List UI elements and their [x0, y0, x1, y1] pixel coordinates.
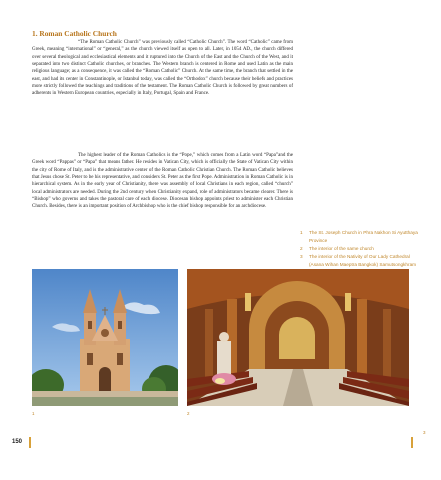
footer-accent-bar — [29, 437, 31, 448]
paragraph-text: The highest leader of the Roman Catholics is the “Pope,” which comes from a Latin word “Papa”and the Greek word “Pappas” or “Papa” that means father. He resides in Vatican City, which is officially the State of Vatican City within the city of Rome of Italy, and is the administrative center of the Roman Catholic Christian Church. The Roman Catholic believes that Jesus chose St. Peter to be his representative, and considers St. Peter as the first Pope. Administration in Roman Catholic is in hierarchical system. As in the early year of Christianity, there was assembly of local Christians in each region, called “church” local administrators are needed. During the 2nd century when Christianity expand, role of administrators became clearer. There is “Bishop” who governs and takes the pastoral care of each diocese. Diocesan bishop appoints priest to administer each Christian Church. Besides, there is an important position of Archbishop who is the chief bishop responsible for an archdiocese. — [32, 153, 293, 210]
section-title: 1. Roman Catholic Church — [32, 29, 117, 38]
church-interior-photo — [187, 269, 409, 406]
church-exterior-photo — [32, 269, 178, 406]
caption-text: The interior of the same church — [309, 246, 374, 252]
caption-text: The St. Joseph Church in Phra Nakhon Si Ayutthaya Province — [309, 230, 418, 244]
photo-number: 2 — [187, 411, 190, 416]
page-number: 150 — [12, 439, 23, 445]
caption-number: 3 — [300, 254, 303, 260]
photo-number: 1 — [32, 411, 35, 416]
paragraph-text: “The Roman Catholic Church” was previously called “Catholic Church”. The word “Catholic” came from Greek, meaning “international” or “general,” as the church viewed itself as open to all. Later, in 1054 AD., the church differed over several theological and ecclesiastical elements and it ruptured into the Church of the East and the Church of the West, and it separated into two distinct Catholic churches, or branches. The Western branch is centered in Rome and used Latin as the main religious language; as a consequence, it was called the “Roman Catholic” Church. At the same time, the branch that settled in the east, and had its center in Constantinople, or Istanbul today, was called the “Orthodox” church because their beliefs and practices more strictly followed the teachings and traditions of the testament. The Roman Catholic Church is followed by great numbers of adherents in Western European countries, especially in Italy, Portugal, Spain and France. — [32, 40, 293, 97]
caption-item — [300, 229, 418, 245]
caption-item — [300, 245, 418, 253]
body-paragraph-2 — [32, 152, 293, 211]
edge-mark: 3 — [423, 430, 426, 435]
caption-number: 2 — [300, 246, 303, 252]
footer-accent-bar — [411, 437, 413, 448]
caption-number: 1 — [300, 230, 303, 235]
caption-text: The interior of the Nativity of Our Lady Cathedral (Asana Wihan Maeptra Bangkok) Samutsongkhram — [309, 254, 417, 268]
body-paragraph-1 — [32, 39, 293, 98]
